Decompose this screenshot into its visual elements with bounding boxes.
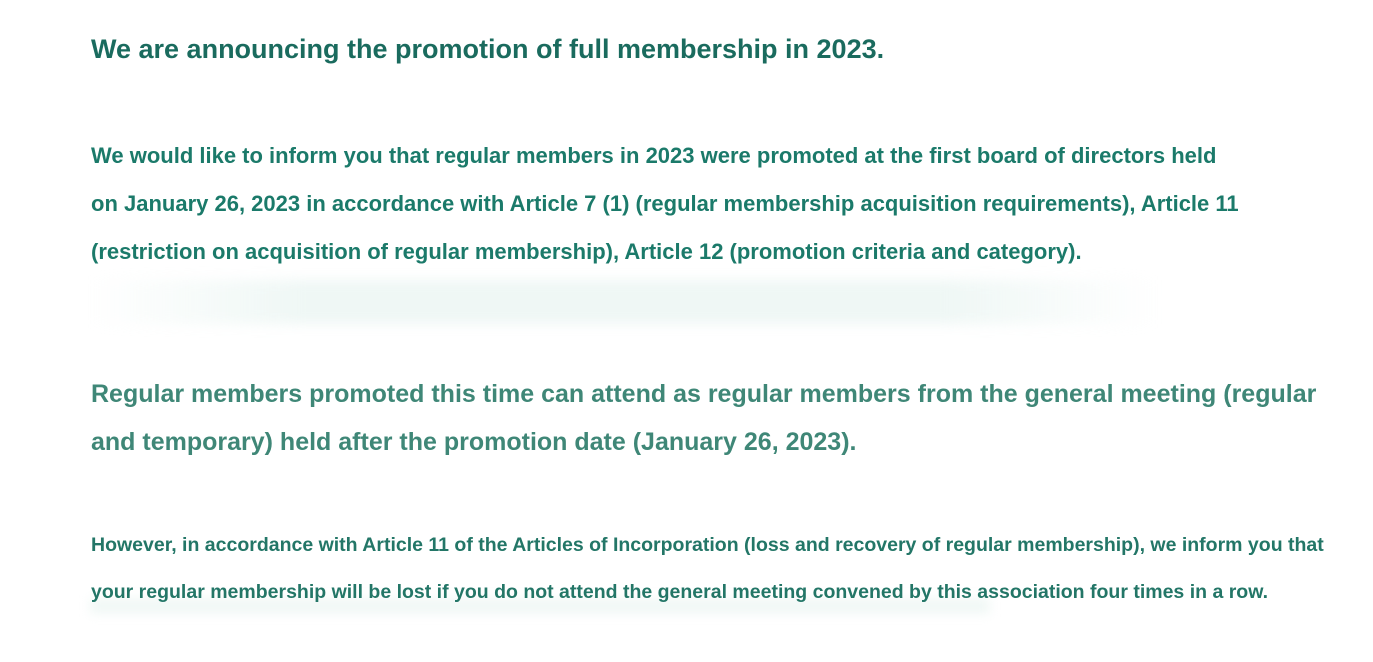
notice-headline: We are announcing the promotion of full membership in 2023. bbox=[91, 34, 885, 64]
paragraph-attendance bbox=[91, 370, 1316, 466]
paragraph-promotion-details bbox=[91, 132, 1239, 276]
paragraph-line: your regular membership will be lost if you do not attend the general meeting convened by this association four times in a row. bbox=[91, 581, 1269, 603]
paragraph-line: (restriction on acquisition of regular membership), Article 12 (promotion criteria and category). bbox=[91, 239, 1082, 264]
paragraph-line: Regular members promoted this time can attend as regular members from the general meeting (regular bbox=[91, 380, 1317, 408]
paragraph-line: on January 26, 2023 in accordance with Article 7 (1) (regular membership acquisition requirements), Article 11 bbox=[91, 191, 1239, 216]
paragraph-membership-loss bbox=[91, 522, 1324, 616]
paragraph-line: and temporary) held after the promotion date (January 26, 2023). bbox=[91, 428, 857, 456]
faded-text-band bbox=[88, 280, 1158, 324]
paragraph-line: However, in accordance with Article 11 of the Articles of Incorporation (loss and recovery of regular membership), we inform you that bbox=[91, 534, 1324, 556]
paragraph-line: We would like to inform you that regular members in 2023 were promoted at the first board of directors held bbox=[91, 143, 1217, 168]
